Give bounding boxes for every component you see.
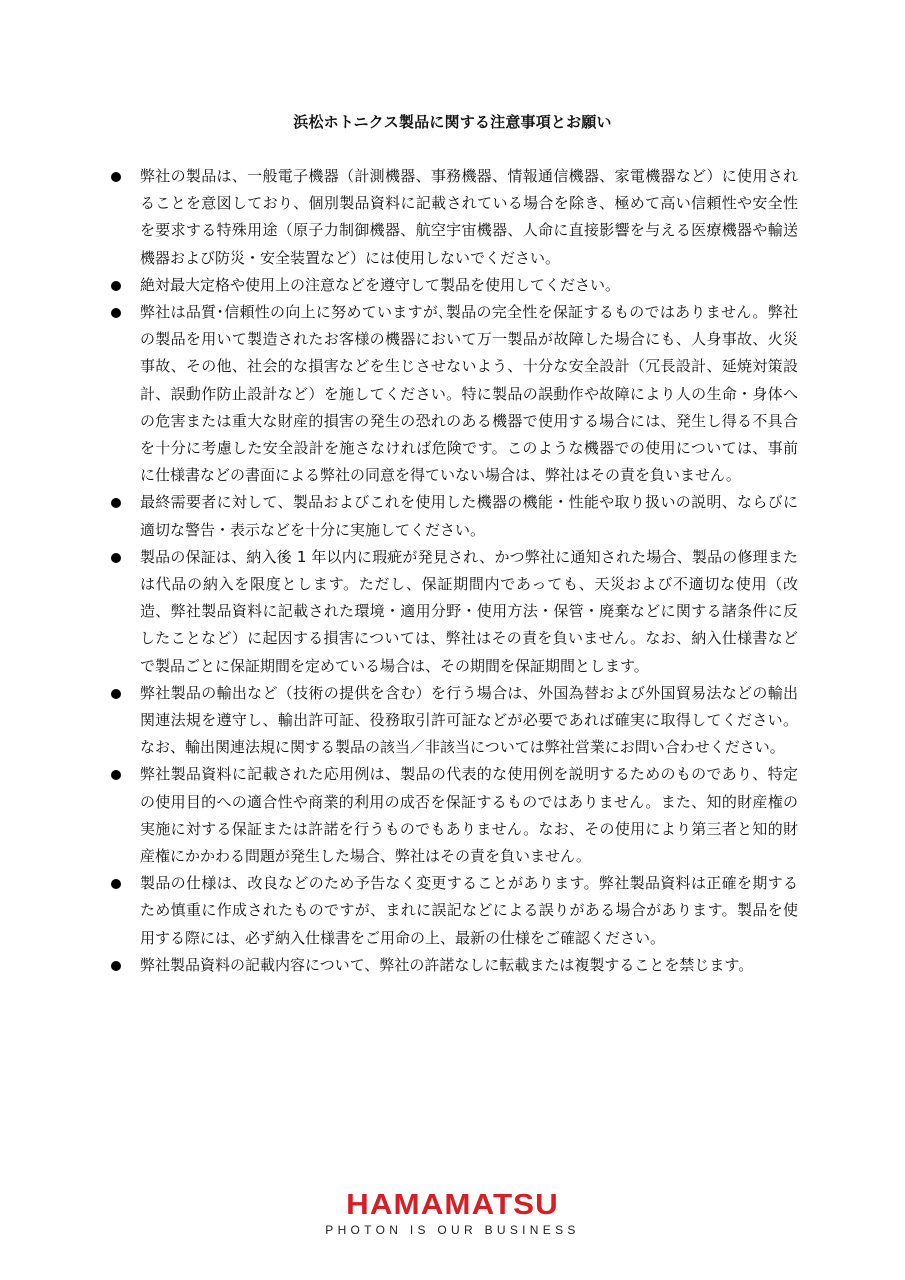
list-item-text: 弊社は品質･信頼性の向上に努めていますが､製品の完全性を保証するものではありません。弊社の製品を用いて製造されたお客様の機器において万一製品が故障した場合にも、人身事故、火災事故、その他、社会的な損害などを生じさせないよう、十分な安全設計（冗長設計、延焼対策設計、誤動作防止設計など）を施してください。特に製品の誤動作や故障により人の生命・身体への危害または重大な財産的損害の発生の恐れのある機器で使用する場合には、発生し得る不具合を十分に考慮した安全設計を施さなければ危険です。このような機器での使用については、事前に仕様書などの書面による弊社の同意を得ていない場合は、弊社はその責を負いません。 [140,303,798,485]
list-item [108,870,798,952]
list-item [108,299,798,489]
list-item [108,272,798,299]
notice-list [108,163,798,979]
bullet-icon [111,308,121,318]
bullet-icon [111,281,121,291]
bullet-icon [111,498,121,508]
bullet-icon [111,879,121,889]
bullet-icon [111,553,121,563]
hamamatsu-logo [0,1189,905,1237]
list-item [108,952,798,979]
list-item-text: 製品の保証は、納入後 1 年以内に瑕疵が発見され、かつ弊社に通知された場合、製品の修理または代品の納入を限度とします。ただし、保証期間内であっても、天災および不適切な使用（改造、弊社製品資料に記載された環境・適用分野・使用方法・保管・廃棄などに関する諸条件に反したことなど）に起因する損害については、弊社はその責を負いません。なお、納入仕様書などで製品ごとに保証期間を定めている場合は、その期間を保証期間とします。 [140,547,798,675]
bullet-icon [111,689,121,699]
list-item [108,163,798,272]
list-item [108,680,798,762]
bullet-icon [111,961,121,971]
list-item-text: 弊社製品の輸出など（技術の提供を含む）を行う場合は、外国為替および外国貿易法などの輸出関連法規を遵守し、輸出許可証、役務取引許可証などが必要であれば確実に取得してください。なお、輸出関連法規に関する製品の該当／非該当については弊社営業にお問い合わせください。 [140,683,798,757]
list-item-text: 弊社の製品は、一般電子機器（計測機器、事務機器、情報通信機器、家電機器など）に使用されることを意図しており、個別製品資料に記載されている場合を除き、極めて高い信頼性や安全性を要求する特殊用途（原子力制御機器、航空宇宙機器、人命に直接影響を与える医療機器や輸送機器および防災・安全装置など）には使用しないでください。 [140,167,798,267]
list-item-text: 弊社製品資料の記載内容について、弊社の許諾なしに転載または複製することを禁じます。 [140,955,754,974]
bullet-icon [111,172,121,182]
list-item [108,544,798,680]
list-item-text: 絶対最大定格や使用上の注意などを遵守して製品を使用してください。 [140,275,621,294]
list-item [108,761,798,870]
list-item-text: 弊社製品資料に記載された応用例は、製品の代表的な使用例を説明するためのものであり、特定の使用目的への適合性や商業的利用の成否を保証するものではありません。また、知的財産権の実施に対する保証または許諾を行うものでもありません。なお、その使用により第三者と知的財産権にかかわる問題が発生した場合、弊社はその責を負いません。 [140,765,798,866]
list-item-text: 製品の仕様は、改良などのため予告なく変更することがあります。弊社製品資料は正確を期するため慎重に作成されたものですが、まれに誤記などによる誤りがある場合があります。製品を使用する際には、必ず納入仕様書をご用命の上、最新の仕様をご確認ください。 [140,874,798,947]
logo-wordmark: HAMAMATSU [346,1189,559,1221]
bullet-icon [111,770,121,780]
list-item-text: 最終需要者に対して、製品およびこれを使用した機器の機能・性能や取り扱いの説明、ならびに適切な警告・表示などを十分に実施してください。 [140,493,798,539]
list-item [108,489,798,543]
logo-tagline: PHOTON IS OUR BUSINESS [325,1223,580,1237]
page-title: 浜松ホトニクス製品に関する注意事項とお願い [293,113,612,131]
